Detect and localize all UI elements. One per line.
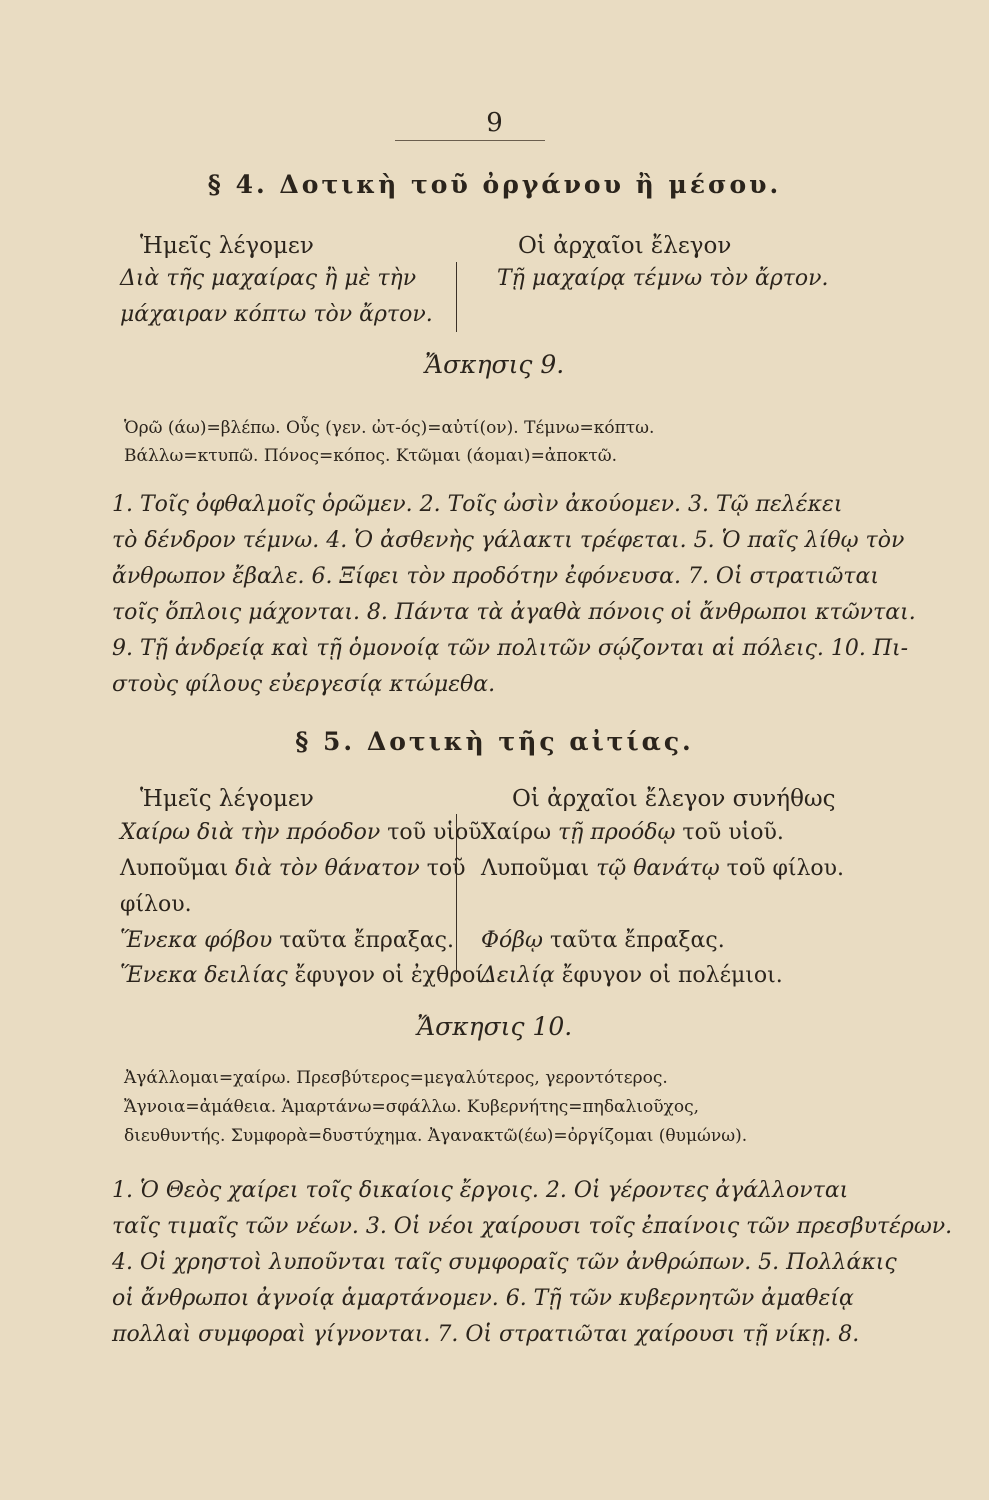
exercise-10-vocab-line-1: Ἀγάλλομαι=χαίρω. Πρεσβύτερος=μεγαλύτερος, γεροντότερος. <box>124 1068 668 1088</box>
section-4-right-line-1: Τῇ μαχαίρᾳ τέμνω τὸν ἄρτον. <box>497 266 829 291</box>
section-5-right-row-5: Δειλίᾳ ἔφυγον οἱ πολέμιοι. <box>481 963 783 988</box>
top-rule <box>395 140 545 141</box>
exercise-9-text-line-6: στοὺς φίλους εὐεργεσίᾳ κτώμεθα. <box>112 672 496 697</box>
page-number: 9 <box>486 108 503 138</box>
section-5-left-row-3: φίλου. <box>120 892 192 917</box>
section-4-left-line-2: μάχαιραν κόπτω τὸν ἄρτον. <box>120 302 433 327</box>
section-5-right-row-1: Χαίρω τῇ προόδῳ τοῦ υἱοῦ. <box>481 820 784 845</box>
exercise-9-vocab-line-2: Βάλλω=κτυπῶ. Πόνος=κόπος. Κτῶμαι (άομαι)=ἀποκτῶ. <box>124 446 617 466</box>
exercise-10-vocab-line-2: Ἄγνοια=ἀμάθεια. Ἁμαρτάνω=σφάλλω. Κυβερνήτης=πηδαλιοῦχος, <box>124 1097 700 1117</box>
exercise-9-text-line-4: τοῖς ὅπλοις μάχονται. 8. Πάντα τὰ ἀγαθὰ πόνοις οἱ ἄνθρωποι κτῶνται. <box>112 600 916 625</box>
section-5-left-row-2: Λυποῦμαι διὰ τὸν θάνατον τοῦ <box>120 856 466 881</box>
exercise-10-text-line-2: ταῖς τιμαῖς τῶν νέων. 3. Οἱ νέοι χαίρουσι τοῖς ἐπαίνοις τῶν πρεσβυτέρων. <box>112 1214 953 1239</box>
exercise-10-title: Ἄσκησις 10. <box>416 1012 573 1041</box>
exercise-9-text-line-1: 1. Τοῖς ὀφθαλμοῖς ὁρῶμεν. 2. Τοῖς ὠσὶν ἀκούομεν. 3. Τῷ πελέκει <box>112 492 843 517</box>
exercise-9-title: Ἄσκησις 9. <box>424 350 565 379</box>
exercise-10-vocab-line-3: διευθυντής. Συμφορὰ=δυστύχημα. Ἀγανακτῶ(έω)=ὀργίζομαι (θυμώνω). <box>124 1126 748 1146</box>
section-4-left-line-1: Διὰ τῆς μαχαίρας ἢ μὲ τὴν <box>120 266 417 291</box>
exercise-9-vocab-line-1: Ὁρῶ (άω)=βλέπω. Οὖς (γεν. ὠτ-ός)=αὐτί(ον). Τέμνω=κόπτω. <box>124 418 655 438</box>
exercise-9-text-line-3: ἄνθρωπον ἔβαλε. 6. Ξίφει τὸν προδότην ἐφόνευσα. 7. Οἱ στρατιῶται <box>112 564 879 589</box>
section-4-right-header: Οἱ ἀρχαῖοι ἔλεγον <box>518 233 732 259</box>
section-4-heading: § 4. Δοτικὴ τοῦ ὀργάνου ἢ μέσου. <box>207 170 782 199</box>
exercise-10-text-line-3: 4. Οἱ χρηστοὶ λυποῦνται ταῖς συμφοραῖς τῶν ἀνθρώπων. 5. Πολλάκις <box>112 1250 897 1275</box>
section-5-left-row-1: Χαίρω διὰ τὴν πρόοδον τοῦ υἱοῦ. <box>120 820 489 845</box>
section-5-right-header: Οἱ ἀρχαῖοι ἔλεγον συνήθως <box>512 786 836 812</box>
section-5-right-row-2: Λυποῦμαι τῷ θανάτῳ τοῦ φίλου. <box>481 856 845 881</box>
section-5-left-header: Ἡμεῖς λέγομεν <box>140 786 314 812</box>
exercise-9-text-line-2: τὸ δένδρον τέμνω. 4. Ὁ ἀσθενὴς γάλακτι τρέφεται. 5. Ὁ παῖς λίθῳ τὸν <box>112 528 905 553</box>
section-5-right-row-4: Φόβῳ ταῦτα ἔπραξας. <box>481 928 725 953</box>
exercise-10-text-line-4: οἱ ἄνθρωποι ἀγνοίᾳ ἁμαρτάνομεν. 6. Τῇ τῶν κυβερνητῶν ἀμαθείᾳ <box>112 1286 854 1311</box>
exercise-10-text-line-5: πολλαὶ συμφοραὶ γίγνονται. 7. Οἱ στρατιῶται χαίρουσι τῇ νίκῃ. 8. <box>112 1322 860 1347</box>
section-4-left-header: Ἡμεῖς λέγομεν <box>140 233 314 259</box>
section-5-left-row-4: Ἕνεκα φόβου ταῦτα ἔπραξας. <box>120 928 454 953</box>
section-5-heading: § 5. Δοτικὴ τῆς αἰτίας. <box>295 727 694 756</box>
section-4-column-divider <box>456 262 457 332</box>
exercise-10-text-line-1: 1. Ὁ Θεὸς χαίρει τοῖς δικαίοις ἔργοις. 2. Οἱ γέροντες ἀγάλλονται <box>112 1178 849 1203</box>
exercise-9-text-line-5: 9. Τῇ ἀνδρείᾳ καὶ τῇ ὁμονοίᾳ τῶν πολιτῶν σῴζονται αἱ πόλεις. 10. Πι- <box>112 636 909 661</box>
section-5-left-row-5: Ἕνεκα δειλίας ἔφυγον οἱ ἐχθροί. <box>120 963 492 988</box>
